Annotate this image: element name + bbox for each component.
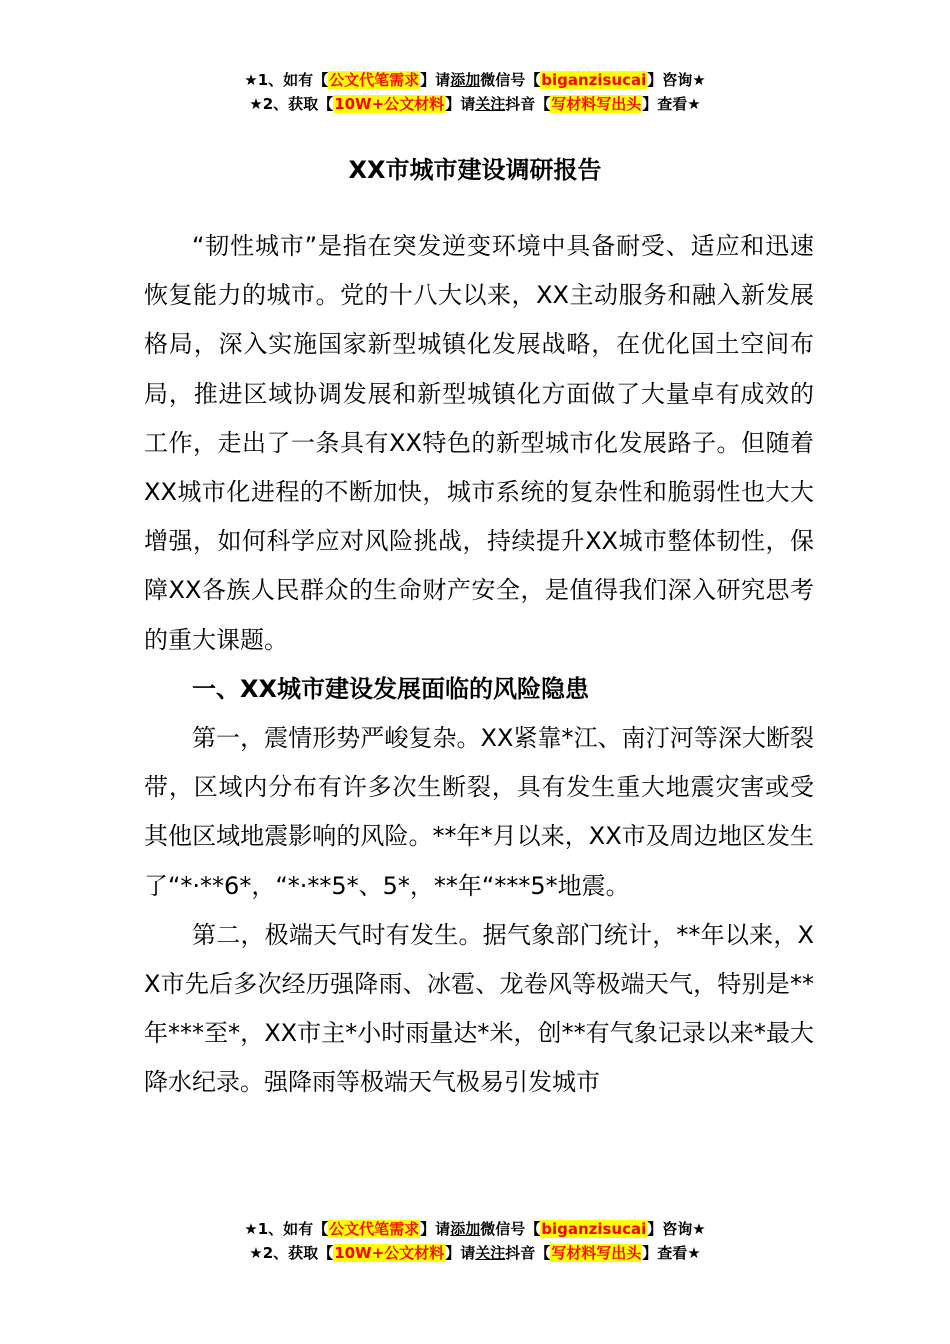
document-title: XX市城市建设调研报告 [348, 156, 602, 184]
highlight-douyin: 写材料写出头 [551, 1244, 642, 1262]
highlight-service: 公文代笔需求 [329, 71, 420, 89]
promo-banner-top [0, 68, 950, 116]
promo-line-1: ★1、如有【公文代笔需求】请添加微信号【biganzisucai】咨询★ [244, 71, 706, 89]
document-body [144, 222, 814, 1108]
highlight-wechat-id: biganzisucai [541, 1220, 647, 1238]
highlight-douyin: 写材料写出头 [551, 95, 642, 113]
star-icon: ★ [244, 71, 258, 89]
promo-line-1: ★1、如有【公文代笔需求】请添加微信号【biganzisucai】咨询★ [244, 1220, 706, 1238]
star-icon: ★ [249, 95, 263, 113]
star-icon: ★ [244, 1220, 258, 1238]
star-icon: ★ [249, 1244, 263, 1262]
highlight-materials: 10W+公文材料 [334, 1244, 445, 1262]
intro-paragraph: “韧性城市”是指在突发逆变环境中具备耐受、适应和迅速恢复能力的城市。党的十八大以来，XX主动服务和融入新发展格局，深入实施国家新型城镇化发展战略，在优化国土空间布局，推进区域协调发展和新型城镇化方面做了大量卓有成效的工作，走出了一条具有XX特色的新型城市化发展路子。但随着XX城市化进程的不断加快，城市系统的复杂性和脆弱性也大大增强，如何科学应对风险挑战，持续提升XX城市整体韧性，保障XX各族人民群众的生命财产安全，是值得我们深入研究思考的重大课题。 [144, 232, 814, 654]
paragraph-1: 第一，震情形势严峻复杂。XX紧靠*江、南汀河等深大断裂带，区域内分布有许多次生断裂，具有发生重大地震灾害或受其他区域地震影响的风险。**年*月以来，XX市及周边地区发生了“*·**6*，“*·**5*、5*，**年“***5*地震。 [144, 724, 814, 900]
promo-line-2: ★2、获取【10W+公文材料】请关注抖音【写材料写出头】查看★ [249, 1244, 701, 1262]
highlight-materials: 10W+公文材料 [334, 95, 445, 113]
promo-line-2: ★2、获取【10W+公文材料】请关注抖音【写材料写出头】查看★ [249, 95, 701, 113]
promo-banner-bottom [0, 1217, 950, 1265]
highlight-wechat-id: biganzisucai [541, 71, 647, 89]
highlight-service: 公文代笔需求 [329, 1220, 420, 1238]
section-heading-1: 一、XX城市建设发展面临的风险隐患 [192, 674, 590, 703]
paragraph-2: 第二，极端天气时有发生。据气象部门统计，**年以来，XX市先后多次经历强降雨、冰雹、龙卷风等极端天气，特别是**年***至*，XX市主*小时雨量达*米，创**有气象记录以来*最大降水纪录。强降雨等极端天气极易引发城市 [144, 920, 814, 1097]
